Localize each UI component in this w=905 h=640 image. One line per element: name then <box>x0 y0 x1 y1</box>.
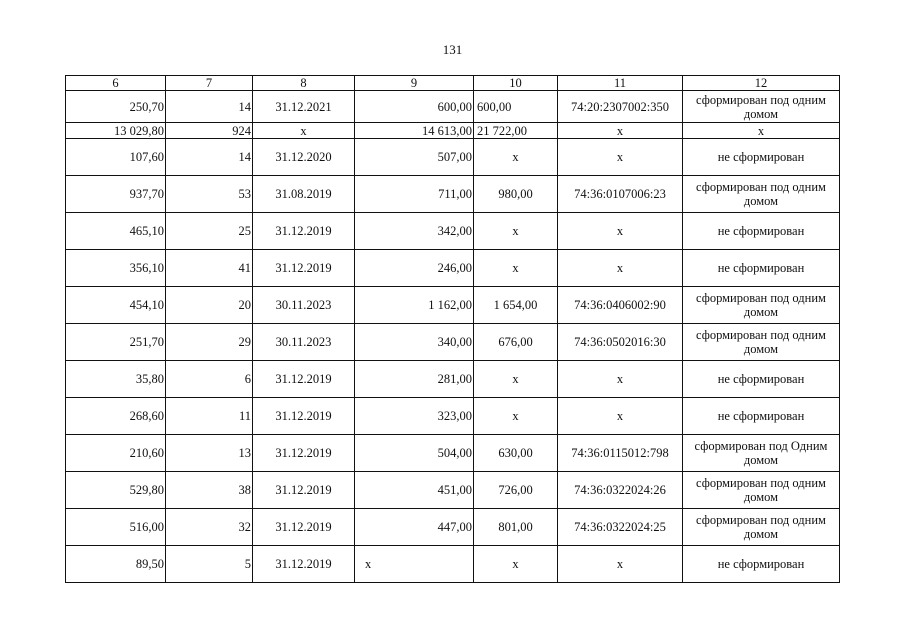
cell-col9: 711,00 <box>355 176 474 213</box>
cell-area: 35,80 <box>66 361 166 398</box>
table-row <box>66 250 840 287</box>
cell-cadastral: 74:36:0115012:798 <box>558 435 683 472</box>
cell-cadastral: 74:36:0322024:26 <box>558 472 683 509</box>
cell-col9: 600,00 <box>355 91 474 123</box>
cell-date: 31.12.2020 <box>253 139 355 176</box>
table-row <box>66 472 840 509</box>
cell-count: 25 <box>166 213 253 250</box>
cell-cadastral: х <box>558 123 683 139</box>
cell-col9: 342,00 <box>355 213 474 250</box>
table-row <box>66 361 840 398</box>
cell-cadastral: 74:36:0406002:90 <box>558 287 683 324</box>
cell-count: 5 <box>166 546 253 583</box>
table-body <box>66 76 840 583</box>
cell-area: 516,00 <box>66 509 166 546</box>
cell-area: 465,10 <box>66 213 166 250</box>
cell-area: 937,70 <box>66 176 166 213</box>
cell-col9: 447,00 <box>355 509 474 546</box>
cell-status: сформирован под одним домом <box>683 472 840 509</box>
cell-cadastral: х <box>558 250 683 287</box>
cell-col10: 801,00 <box>474 509 558 546</box>
header-row <box>66 76 840 91</box>
cell-status: не сформирован <box>683 250 840 287</box>
cell-date: 31.12.2019 <box>253 213 355 250</box>
cell-col9: 504,00 <box>355 435 474 472</box>
cell-date: 30.11.2023 <box>253 324 355 361</box>
header-cell-col9: 9 <box>355 76 474 91</box>
cell-col10: 630,00 <box>474 435 558 472</box>
cell-date: 30.11.2023 <box>253 287 355 324</box>
cell-col9: 340,00 <box>355 324 474 361</box>
cell-area: 529,80 <box>66 472 166 509</box>
cell-status: не сформирован <box>683 139 840 176</box>
cell-col10: 1 654,00 <box>474 287 558 324</box>
cell-count: 14 <box>166 139 253 176</box>
cell-col10: 21 722,00 <box>474 123 558 139</box>
cell-date: 31.08.2019 <box>253 176 355 213</box>
table-row <box>66 324 840 361</box>
cell-cadastral: х <box>558 361 683 398</box>
cell-col9: 451,00 <box>355 472 474 509</box>
cell-date: 31.12.2019 <box>253 361 355 398</box>
cell-col9: 246,00 <box>355 250 474 287</box>
cell-count: 11 <box>166 398 253 435</box>
cell-status: х <box>683 123 840 139</box>
page-number: 131 <box>442 42 463 57</box>
cell-col10: х <box>474 398 558 435</box>
cell-count: 13 <box>166 435 253 472</box>
cell-col9: 1 162,00 <box>355 287 474 324</box>
cell-area: 89,50 <box>66 546 166 583</box>
cell-date: 31.12.2019 <box>253 509 355 546</box>
cell-area: 251,70 <box>66 324 166 361</box>
header-cell-col8: 8 <box>253 76 355 91</box>
cell-status: не сформирован <box>683 546 840 583</box>
cell-col9: х <box>355 546 474 583</box>
cell-cadastral: 74:36:0502016:30 <box>558 324 683 361</box>
cell-count: 14 <box>166 91 253 123</box>
cell-area: 268,60 <box>66 398 166 435</box>
cell-date: 31.12.2019 <box>253 398 355 435</box>
cell-area: 454,10 <box>66 287 166 324</box>
cell-status: сформирован под одним домом <box>683 287 840 324</box>
cell-cadastral: х <box>558 213 683 250</box>
header-cell-col11: 11 <box>558 76 683 91</box>
table-row <box>66 546 840 583</box>
cell-status: не сформирован <box>683 361 840 398</box>
cell-cadastral: х <box>558 139 683 176</box>
cell-count: 20 <box>166 287 253 324</box>
cell-col10: х <box>474 546 558 583</box>
cell-col9: 14 613,00 <box>355 123 474 139</box>
cell-count: 6 <box>166 361 253 398</box>
cell-count: 38 <box>166 472 253 509</box>
cell-cadastral: 74:20:2307002:350 <box>558 91 683 123</box>
cell-date: 31.12.2019 <box>253 546 355 583</box>
table-row <box>66 398 840 435</box>
cell-date: 31.12.2021 <box>253 91 355 123</box>
header-cell-col6: 6 <box>66 76 166 91</box>
table-row <box>66 213 840 250</box>
data-table <box>65 75 840 583</box>
cell-col9: 323,00 <box>355 398 474 435</box>
cell-status: сформирован под Одним домом <box>683 435 840 472</box>
cell-cadastral: 74:36:0322024:25 <box>558 509 683 546</box>
cell-status: сформирован под одним домом <box>683 176 840 213</box>
cell-cadastral: х <box>558 398 683 435</box>
cell-status: сформирован под одним домом <box>683 509 840 546</box>
cell-col10: 726,00 <box>474 472 558 509</box>
cell-date: х <box>253 123 355 139</box>
cell-col9: 281,00 <box>355 361 474 398</box>
cell-area: 13 029,80 <box>66 123 166 139</box>
cell-area: 107,60 <box>66 139 166 176</box>
table-row <box>66 139 840 176</box>
cell-col10: х <box>474 139 558 176</box>
cell-date: 31.12.2019 <box>253 472 355 509</box>
cell-col10: 600,00 <box>474 91 558 123</box>
cell-count: 924 <box>166 123 253 139</box>
cell-area: 210,60 <box>66 435 166 472</box>
cell-cadastral: 74:36:0107006:23 <box>558 176 683 213</box>
cell-col9: 507,00 <box>355 139 474 176</box>
cell-col10: 676,00 <box>474 324 558 361</box>
cell-col10: х <box>474 361 558 398</box>
table-row <box>66 123 840 139</box>
cell-date: 31.12.2019 <box>253 435 355 472</box>
cell-area: 356,10 <box>66 250 166 287</box>
cell-col10: х <box>474 250 558 287</box>
cell-status: сформирован под одним домом <box>683 324 840 361</box>
cell-count: 53 <box>166 176 253 213</box>
cell-status: не сформирован <box>683 213 840 250</box>
header-cell-col10: 10 <box>474 76 558 91</box>
table-row <box>66 287 840 324</box>
cell-date: 31.12.2019 <box>253 250 355 287</box>
cell-cadastral: х <box>558 546 683 583</box>
cell-count: 29 <box>166 324 253 361</box>
table-row <box>66 176 840 213</box>
cell-col10: 980,00 <box>474 176 558 213</box>
cell-area: 250,70 <box>66 91 166 123</box>
header-cell-col7: 7 <box>166 76 253 91</box>
table-row <box>66 509 840 546</box>
table-row <box>66 435 840 472</box>
header-cell-col12: 12 <box>683 76 840 91</box>
cell-count: 32 <box>166 509 253 546</box>
cell-status: не сформирован <box>683 398 840 435</box>
table-row <box>66 91 840 123</box>
cell-status: сформирован под одним домом <box>683 91 840 123</box>
cell-col10: х <box>474 213 558 250</box>
cell-count: 41 <box>166 250 253 287</box>
